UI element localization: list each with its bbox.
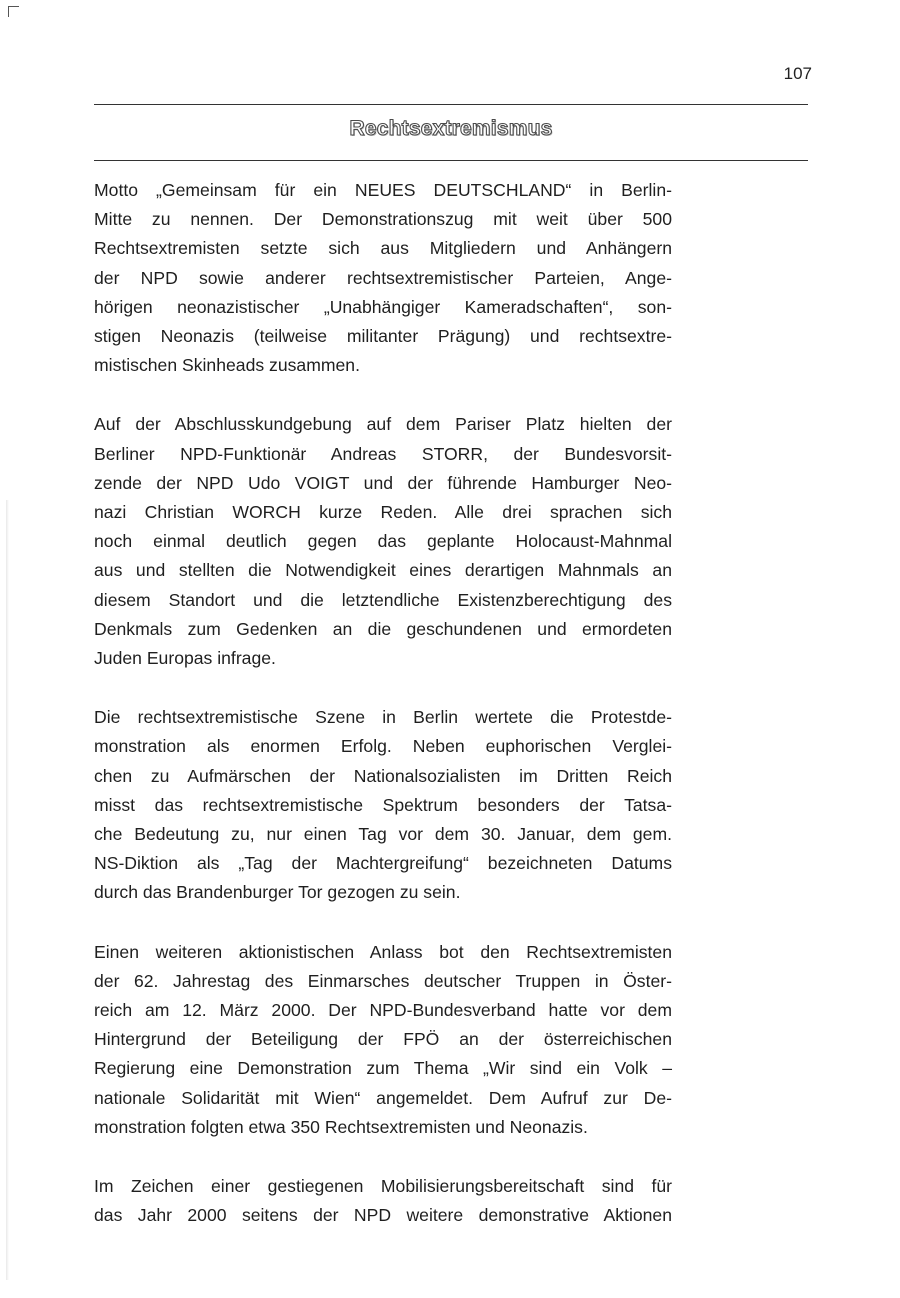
text-line: Denkmals zum Gedenken an die geschundenen und ermordeten: [94, 618, 672, 639]
text-line: stigen Neonazis (teilweise militanter Prägung) und rechtsextre-: [94, 326, 672, 347]
page-number: 107: [783, 64, 812, 83]
text-line: Auf der Abschlusskundgebung auf dem Pariser Platz hielten der: [94, 414, 672, 435]
text-line: reich am 12. März 2000. Der NPD-Bundesverband hatte vor dem: [94, 1000, 672, 1021]
body-text: [94, 176, 672, 1261]
text-line: Im Zeichen einer gestiegenen Mobilisierungsbereitschaft sind für: [94, 1176, 672, 1197]
paragraph: [94, 703, 672, 907]
paragraph: [94, 410, 672, 673]
text-line: monstration als enormen Erfolg. Neben euphorischen Verglei-: [94, 736, 672, 757]
text-line: hörigen neonazistischer „Unabhängiger Kameradschaften“, son-: [94, 296, 672, 317]
text-line: das Jahr 2000 seitens der NPD weitere demonstrative Aktionen: [94, 1205, 672, 1226]
header-rule-bottom: [94, 160, 808, 161]
text-line: aus und stellten die Notwendigkeit eines derartigen Mahnmals an: [94, 560, 672, 581]
text-line: Motto „Gemeinsam für ein NEUES DEUTSCHLAND“ in Berlin-: [94, 180, 672, 200]
text-line: Einen weiteren aktionistischen Anlass bot den Rechtsextremisten: [94, 941, 672, 962]
text-line: zende der NPD Udo VOIGT und der führende Hamburger Neo-: [94, 472, 672, 493]
text-line: NS-Diktion als „Tag der Machtergreifung“ bezeichneten Datums: [94, 853, 672, 874]
text-line: Rechtsextremisten setzte sich aus Mitgliedern und Anhängern: [94, 238, 672, 259]
text-line: Regierung eine Demonstration zum Thema „Wir sind ein Volk –: [94, 1058, 672, 1079]
text-line: nationale Solidarität mit Wien“ angemeldet. Dem Aufruf zur De-: [94, 1087, 672, 1108]
text-line: Die rechtsextremistische Szene in Berlin wertete die Protestde-: [94, 707, 672, 728]
text-line: chen zu Aufmärschen der Nationalsozialisten im Dritten Reich: [94, 765, 672, 786]
paragraph: [94, 1172, 672, 1230]
text-line: mistischen Skinheads zusammen.: [94, 355, 360, 376]
text-line: nazi Christian WORCH kurze Reden. Alle drei sprachen sich: [94, 502, 672, 523]
text-line: durch das Brandenburger Tor gezogen zu sein.: [94, 882, 461, 903]
binding-shadow: [6, 500, 9, 1280]
text-line: noch einmal deutlich gegen das geplante Holocaust-Mahnmal: [94, 531, 672, 552]
text-line: Hintergrund der Beteiligung der FPÖ an der österreichischen: [94, 1029, 672, 1050]
text-line: Juden Europas infrage.: [94, 648, 276, 669]
section-title: Rechtsextremismus: [349, 117, 553, 140]
crop-mark: [8, 6, 19, 17]
text-line: che Bedeutung zu, nur einen Tag vor dem 30. Januar, dem gem.: [94, 824, 672, 845]
text-line: der 62. Jahrestag des Einmarsches deutscher Truppen in Öster-: [94, 970, 672, 991]
text-line: monstration folgten etwa 350 Rechtsextremisten und Neonazis.: [94, 1116, 588, 1137]
text-line: misst das rechtsextremistische Spektrum besonders der Tatsa-: [94, 794, 672, 815]
header-rule-top: [94, 104, 808, 105]
text-line: Mitte zu nennen. Der Demonstrationszug mit weit über 500: [94, 209, 672, 230]
text-line: diesem Standort und die letztendliche Existenzberechtigung des: [94, 589, 672, 610]
text-line: Berliner NPD-Funktionär Andreas STORR, der Bundesvorsit-: [94, 443, 672, 464]
paragraph: [94, 938, 672, 1142]
paragraph: [94, 176, 672, 380]
text-line: der NPD sowie anderer rechtsextremistischer Parteien, Ange-: [94, 267, 672, 288]
